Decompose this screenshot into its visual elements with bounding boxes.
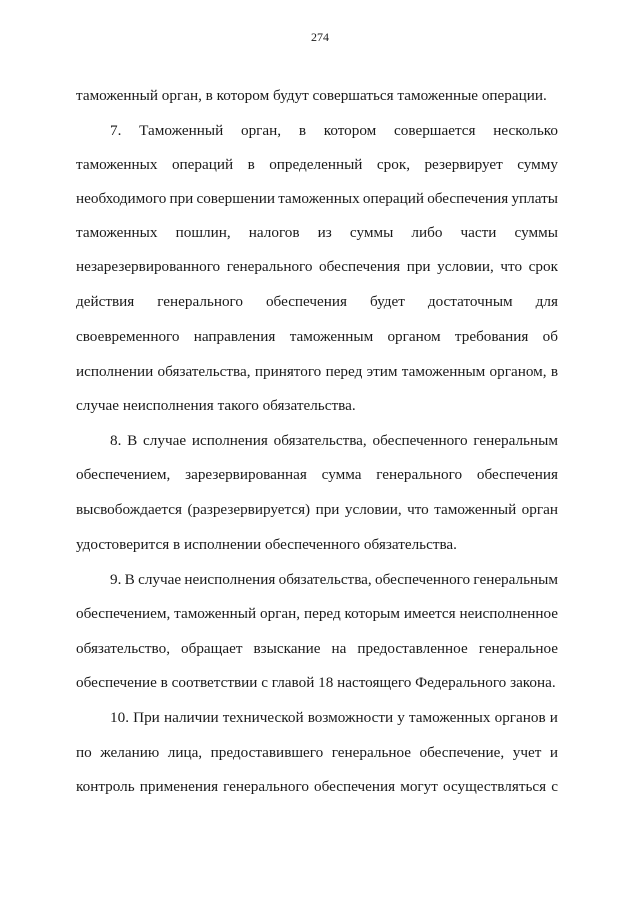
word: резервирует (424, 156, 503, 173)
word: этим (366, 363, 398, 380)
word: 10. (110, 709, 129, 726)
word: обеспечения (319, 258, 401, 275)
word: совершении (196, 190, 276, 207)
word: орган (521, 501, 558, 518)
word: В (127, 432, 138, 449)
word: с (551, 778, 558, 795)
page-number: 274 (311, 30, 329, 44)
text-line (76, 189, 558, 209)
word: генерального (157, 293, 243, 310)
text-line (76, 292, 558, 312)
word: принятого (254, 363, 322, 380)
word: случае (138, 571, 182, 588)
word: предоставившего (210, 744, 324, 761)
word: условии, (437, 258, 494, 275)
word: требования (454, 328, 529, 345)
word: могут (400, 778, 438, 795)
word: части (460, 224, 497, 241)
word: условии, (344, 501, 402, 518)
word: генеральным (473, 571, 558, 588)
word: обеспечения (265, 293, 348, 310)
word: которым (344, 605, 400, 622)
word: применения (139, 778, 219, 795)
word: суммы (349, 224, 394, 241)
word: генеральным (473, 432, 558, 449)
word: необходимого (76, 190, 167, 207)
word: об (542, 328, 558, 345)
word: в (298, 122, 306, 139)
text-line: таможенный орган, в котором будут совершаться таможенные операции. (76, 87, 547, 104)
word: орган, (240, 122, 282, 139)
word: 7. (110, 122, 122, 139)
word: перед (303, 605, 341, 622)
word: генеральное (478, 640, 558, 657)
word: обеспеченного (374, 571, 471, 588)
word: обеспечение, (419, 744, 505, 761)
word: для (535, 293, 558, 310)
word: срок (528, 258, 558, 275)
word: совершается (394, 122, 476, 139)
text-line: обеспечение в соответствии с главой 18 настоящего Федерального закона. (76, 674, 556, 691)
word: таможенным (289, 328, 374, 345)
word: либо (411, 224, 443, 241)
word: возможности (307, 709, 394, 726)
word: срок, (376, 156, 410, 173)
word: суммы (514, 224, 558, 241)
paragraph-10-line (110, 708, 558, 728)
word: учет (512, 744, 542, 761)
text-line (76, 743, 558, 763)
word: орган, (260, 605, 301, 622)
word: обеспечения (427, 190, 509, 207)
word: достаточным (427, 293, 513, 310)
word: будет (370, 293, 405, 310)
word: генерального (223, 778, 309, 795)
word: таможенных (76, 224, 158, 241)
word: При (133, 709, 160, 726)
word: предоставленное (357, 640, 468, 657)
word: направления (193, 328, 276, 345)
word: определенный (269, 156, 363, 173)
word: обеспеченного (372, 432, 468, 449)
word: обеспечения (314, 778, 396, 795)
word: уплаты (511, 190, 558, 207)
word: технической (222, 709, 304, 726)
word: пошлин, (175, 224, 231, 241)
word: органом (387, 328, 441, 345)
word: операций (362, 190, 425, 207)
word: своевременного (76, 328, 180, 345)
text-line: удостоверится в исполнении обеспеченного обязательства. (76, 536, 457, 553)
word: в (247, 156, 255, 173)
text-line (76, 604, 558, 624)
word: осуществляться (442, 778, 547, 795)
word: что (407, 501, 429, 518)
word: незарезервированного (76, 258, 221, 275)
word: органом, (489, 363, 547, 380)
word: 8. (110, 432, 122, 449)
word: действия (76, 293, 135, 310)
paragraph-7-line (110, 121, 558, 141)
word: обращает (181, 640, 243, 657)
word: лица, (167, 744, 203, 761)
word: случае (143, 432, 187, 449)
word: из (317, 224, 332, 241)
word: органов (494, 709, 546, 726)
text-line (76, 639, 558, 659)
word: обеспечением, (76, 466, 171, 483)
word: обеспечения (476, 466, 558, 483)
word: (разрезервируется) (187, 501, 311, 518)
word: обязательство, (76, 640, 170, 657)
text-line (76, 500, 558, 520)
word: у (397, 709, 405, 726)
word: исполнения (191, 432, 268, 449)
word: что (500, 258, 523, 275)
text-line (76, 362, 558, 382)
paragraph-9-line (110, 570, 558, 590)
word: высвобождается (76, 501, 182, 518)
word: обязательства, (157, 363, 251, 380)
text-line (76, 465, 558, 485)
text-line (76, 223, 558, 243)
text-line (76, 777, 558, 797)
word: таможенных (408, 709, 491, 726)
word: сумму (517, 156, 558, 173)
word: перед (325, 363, 363, 380)
text-line (76, 155, 558, 175)
word: сумма (321, 466, 362, 483)
word: при (406, 258, 431, 275)
word: зарезервированная (185, 466, 307, 483)
word: В (124, 571, 135, 588)
word: генерального (376, 466, 463, 483)
word: желанию (100, 744, 160, 761)
word: неисполненное (459, 605, 558, 622)
word: генеральное (331, 744, 412, 761)
word: таможенных (278, 190, 360, 207)
word: генерального (226, 258, 313, 275)
word: и (549, 744, 558, 761)
word: при (169, 190, 194, 207)
word: котором (323, 122, 377, 139)
word: Таможенный (139, 122, 224, 139)
word: обязательства, (273, 432, 367, 449)
word: обеспечением, (76, 605, 171, 622)
text-line: случае неисполнения такого обязательства. (76, 397, 356, 414)
word: имеется (403, 605, 456, 622)
paragraph-8-line (110, 431, 558, 451)
word: в (550, 363, 558, 380)
word: таможенный (174, 605, 257, 622)
word: таможенных (76, 156, 158, 173)
text-line (76, 257, 558, 277)
word: контроль (76, 778, 135, 795)
word: наличии (163, 709, 219, 726)
word: исполнении (76, 363, 154, 380)
word: 9. (110, 571, 122, 588)
word: таможенный (434, 501, 517, 518)
word: операций (171, 156, 234, 173)
word: на (331, 640, 347, 657)
word: несколько (493, 122, 558, 139)
text-line (76, 327, 558, 347)
word: при (315, 501, 340, 518)
word: по (76, 744, 92, 761)
word: обязательства, (278, 571, 372, 588)
word: и (549, 709, 558, 726)
word: неисполнения (184, 571, 276, 588)
word: взыскание (253, 640, 321, 657)
word: налогов (248, 224, 300, 241)
word: таможенным (401, 363, 486, 380)
